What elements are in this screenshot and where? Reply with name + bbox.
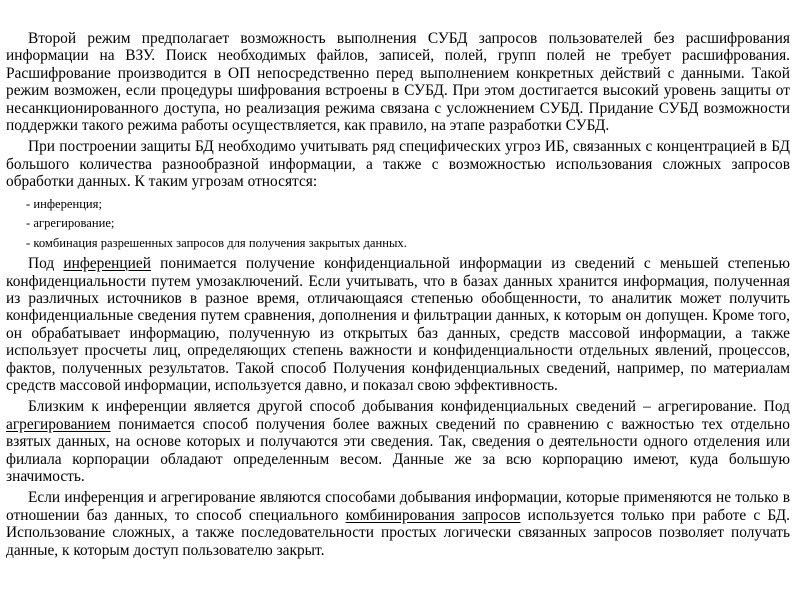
paragraph-inference: [6, 255, 790, 394]
list-item: - инференция;: [26, 196, 102, 211]
list-item: - агрегирование;: [26, 216, 115, 231]
term-aggregation: агрегированием: [6, 415, 111, 433]
term-inference: инференцией: [63, 255, 151, 273]
inference-intro: Под: [28, 255, 64, 273]
aggregation-intro: Близким к инференции является другой способ добывания конфиденциальных сведений – агрегирование. Под: [28, 398, 790, 416]
combination-body: используется только при работе с БД. Использование сложных, а также последовательности простых логически связанных запросов позволяет получать данные, к которым доступ пользователю закрыт.: [6, 506, 790, 559]
paragraph-db-threats: При построении защиты БД необходимо учитывать ряд специфических угроз ИБ, связанных с концентрацией в БД большого количества разнообразной информации, а также с возможностью использования сложных запросов обработки данных. К таким угрозам относятся:: [6, 138, 790, 191]
document-page: [6, 30, 790, 563]
inference-body: понимается получение конфиденциальной информации из сведений с меньшей степенью конфиденциальности путем умозаключений. Если учитывать, что в базах данных хранится информация, полученная из различных источников в разное время, отличающаяся степенью обобщенности, то аналитик может получить конфиденциальные сведения путем сравнения, дополнения и фильтрации данных, к которым он допущен. Кроме того, он обрабатывает информацию, полученную из открытых баз данных, средств массовой информации, а также использует просчеты лиц, определяющих степень важности и конфиденциальности отдельных явлений, процессов, фактов, полученных результатов. Такой способ Получения конфиденциальных сведений, например, по материалам средств массовой информации, используется давно, и показал свою эффективность.: [6, 255, 790, 394]
paragraph-query-combination: [6, 489, 790, 559]
paragraph-aggregation: [6, 398, 790, 485]
term-query-combination: комбинирования запросов: [345, 506, 521, 524]
threats-list: [6, 195, 790, 254]
paragraph-second-mode: Второй режим предполагает возможность выполнения СУБД запросов пользователей без расшифрования информации на ВЗУ. Поиск необходимых файлов, записей, полей, групп полей не требует расшифрования. Расшифрование производится в ОП непосредственно перед выполнением конкретных действий с данными. Такой режим возможен, если процедуры шифрования встроены в СУБД. При этом достигается высокий уровень защиты от несанкционированного доступа, но реализация режима связана с усложнением СУБД. Придание СУБД возможности поддержки такого режима работы осуществляется, как правило, на этапе разработки СУБД.: [6, 30, 790, 135]
combination-intro: Если инференция и агрегирование являются способами добывания информации, которые применяются не только в отношении баз данных, то способ специального: [6, 489, 790, 524]
aggregation-body: понимается способ получения более важных сведений по сравнению с важностью тех отдельно взятых данных, на основе которых и получаются эти сведения. Так, сведения о деятельности одного отделения или филиала корпорации обладают определенным весом. Данные же за всю корпорацию имеют, куда большую значимость.: [6, 415, 790, 486]
list-item: - комбинация разрешенных запросов для получения закрытых данных.: [26, 235, 407, 250]
